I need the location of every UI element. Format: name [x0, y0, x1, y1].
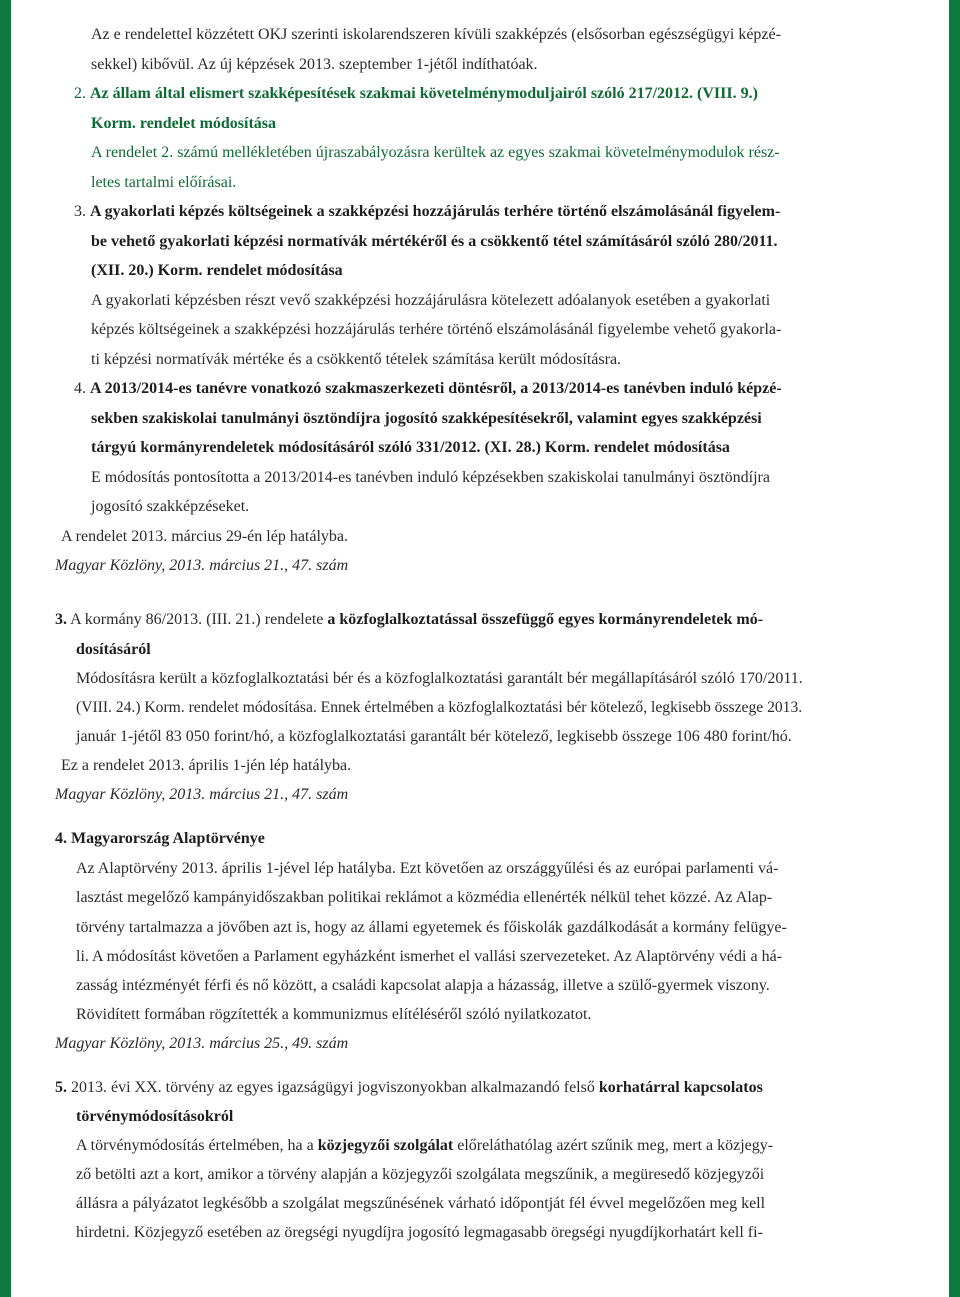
effective-date: A rendelet 2013. március 29-én lép hatályba. [61, 528, 349, 545]
item-title: A gyakorlati képzés költségeinek a szakképzési hozzájárulás terhére történő elszámolásánál figyelem- [90, 203, 781, 220]
section-body: ző betölti azt a kort, amikor a törvény alapján a közjegyzői szolgálata megszűnik, a megüresedő közjegyzői [76, 1166, 765, 1183]
item-title: A 2013/2014-es tanévre vonatkozó szakmaszerkezeti döntésről, a 2013/2014-es tanévben induló képzé- [90, 380, 782, 397]
section-body: li. A módosítást követően a Parlament egyházként ismerhet el vallási szervezeteket. Az Alaptörvény védi a há- [76, 948, 782, 965]
section-body: (VIII. 24.) Korm. rendelet módosítása. Ennek értelmében a közfoglalkoztatási bér kötelező, legkisebb összege 2013. [76, 699, 803, 716]
section-body: törvény tartalmazza a jövőben azt is, hogy az állami egyetemek és főiskolák gazdálkodását a kormány felügye- [76, 919, 787, 936]
section-title-bold: dosításáról [76, 641, 151, 658]
body-text: A törvénymódosítás értelmében, ha a [76, 1137, 314, 1154]
item-body: képzés költségeinek a szakképzési hozzájárulás terhére történő elszámolásánál figyelembe vehető gyakorla- [91, 321, 782, 338]
section-body: Rövidített formában rögzítették a kommunizmus elítéléséről szóló nyilatkozatot. [76, 1006, 592, 1023]
section-4-heading [55, 824, 947, 854]
section-3-heading [55, 605, 947, 635]
body-emphasis: közjegyzői szolgálat [317, 1137, 454, 1154]
section-title-plain: A kormány 86/2013. (III. 21.) rendelete [70, 611, 324, 628]
section-title-bold: korhatárral kapcsolatos [598, 1079, 763, 1096]
section-body: hirdetni. Közjegyző esetében az öregségi nyugdíjra jogosító legmagasabb öregségi nyugdíjkorhatárt kell fi- [76, 1224, 763, 1241]
item-title: sekben szakiskolai tanulmányi ösztöndíjra jogosító szakképesítésekről, valamint egyes szakképzési [91, 410, 762, 427]
item-body: letes tartalmi előírásai. [91, 174, 237, 191]
section-title-bold: törvénymódosításokról [76, 1108, 234, 1125]
section-body: állásra a pályázatot legkésőbb a szolgálat megszűnésének várható időpontját fél évvel megelőzően meg kell [76, 1195, 766, 1212]
item-number: 3. [74, 203, 86, 220]
section-body: lasztást megelőző kampányidőszakban politikai reklámot a közmédia ellenérték nélkül tehet közzé. Az Alap- [76, 889, 773, 906]
source-citation: Magyar Közlöny, 2013. március 25., 49. szám [55, 1035, 349, 1052]
section-number: 5. [55, 1079, 67, 1096]
section-title-plain: 2013. évi XX. törvény az egyes igazságügyi jogviszonyokban alkalmazandó felső [71, 1079, 595, 1096]
item-body: E módosítás pontosította a 2013/2014-es tanévben induló képzésekben szakiskolai tanulmányi ösztöndíjra [91, 469, 770, 486]
intro-line: sekkel) kibővül. Az új képzések 2013. szeptember 1-jétől indíthatóak. [91, 56, 538, 73]
section-body [76, 1131, 947, 1161]
item-3-heading [74, 197, 947, 227]
item-body: A gyakorlati képzésben részt vevő szakképzési hozzájárulásra kötelezett adóalanyok esetében a gyakorlati [91, 292, 771, 309]
item-body: jogosító szakképzéseket. [91, 498, 250, 515]
item-4-heading [74, 374, 947, 404]
section-number: 4. [55, 830, 67, 847]
item-title: tárgyú kormányrendeletek módosításáról szóló 331/2012. (XI. 28.) Korm. rendelet módosítása [91, 439, 730, 456]
source-citation: Magyar Közlöny, 2013. március 21., 47. szám [55, 557, 349, 574]
item-title: be vehető gyakorlati képzési normatívák mértékéről és a csökkentő tétel számításáról szóló 280/2011. [91, 233, 778, 250]
section-body: Módosításra került a közfoglalkoztatási bér és a közfoglalkoztatási garantált bér megállapításáról szóló 170/2011. [76, 670, 803, 687]
section-body: Az Alaptörvény 2013. április 1-jével lép hatályba. Ezt követően az országgyűlési és az európai parlamenti vá- [76, 860, 779, 877]
effective-date: Ez a rendelet 2013. április 1-jén lép hatályba. [61, 757, 352, 774]
intro-line: Az e rendelettel közzétett OKJ szerinti iskolarendszeren kívüli szakképzés (elsősorban egészségügyi képzé- [91, 26, 781, 43]
section-title: Magyarország Alaptörvénye [71, 830, 265, 847]
item-number: 4. [74, 380, 86, 397]
item-title: (XII. 20.) Korm. rendelet módosítása [91, 262, 343, 279]
section-title-bold: a közfoglalkoztatással összefüggő egyes kormányrendeletek mó- [327, 611, 764, 628]
section-body: január 1-jétől 83 050 forint/hó, a közfoglalkoztatási garantált bér kötelező, legkisebb összege 106 480 forint/hó. [76, 728, 792, 745]
body-text: előreláthatólag azért szűnik meg, mert a közjegy- [457, 1137, 774, 1154]
item-body: ti képzési normatívák mértéke és a csökkentő tételek számítása került módosításra. [91, 351, 622, 368]
item-number: 2. [74, 85, 86, 102]
item-body: A rendelet 2. számú mellékletében újraszabályozásra kerültek az egyes szakmai követelménymodulok rész- [91, 144, 780, 161]
item-2-heading [74, 79, 947, 109]
section-body: zasság intézményét férfi és nő között, a családi kapcsolat alapja a házasság, illetve a szülő-gyermek viszony. [76, 977, 770, 994]
section-5-heading [55, 1073, 947, 1103]
section-number: 3. [55, 611, 67, 628]
item-title: Az állam által elismert szakképesítések szakmai követelménymoduljairól szóló 217/2012. (VIII. 9.) [90, 85, 758, 102]
source-citation: Magyar Közlöny, 2013. március 21., 47. szám [55, 786, 349, 803]
item-title: Korm. rendelet módosítása [91, 115, 277, 132]
